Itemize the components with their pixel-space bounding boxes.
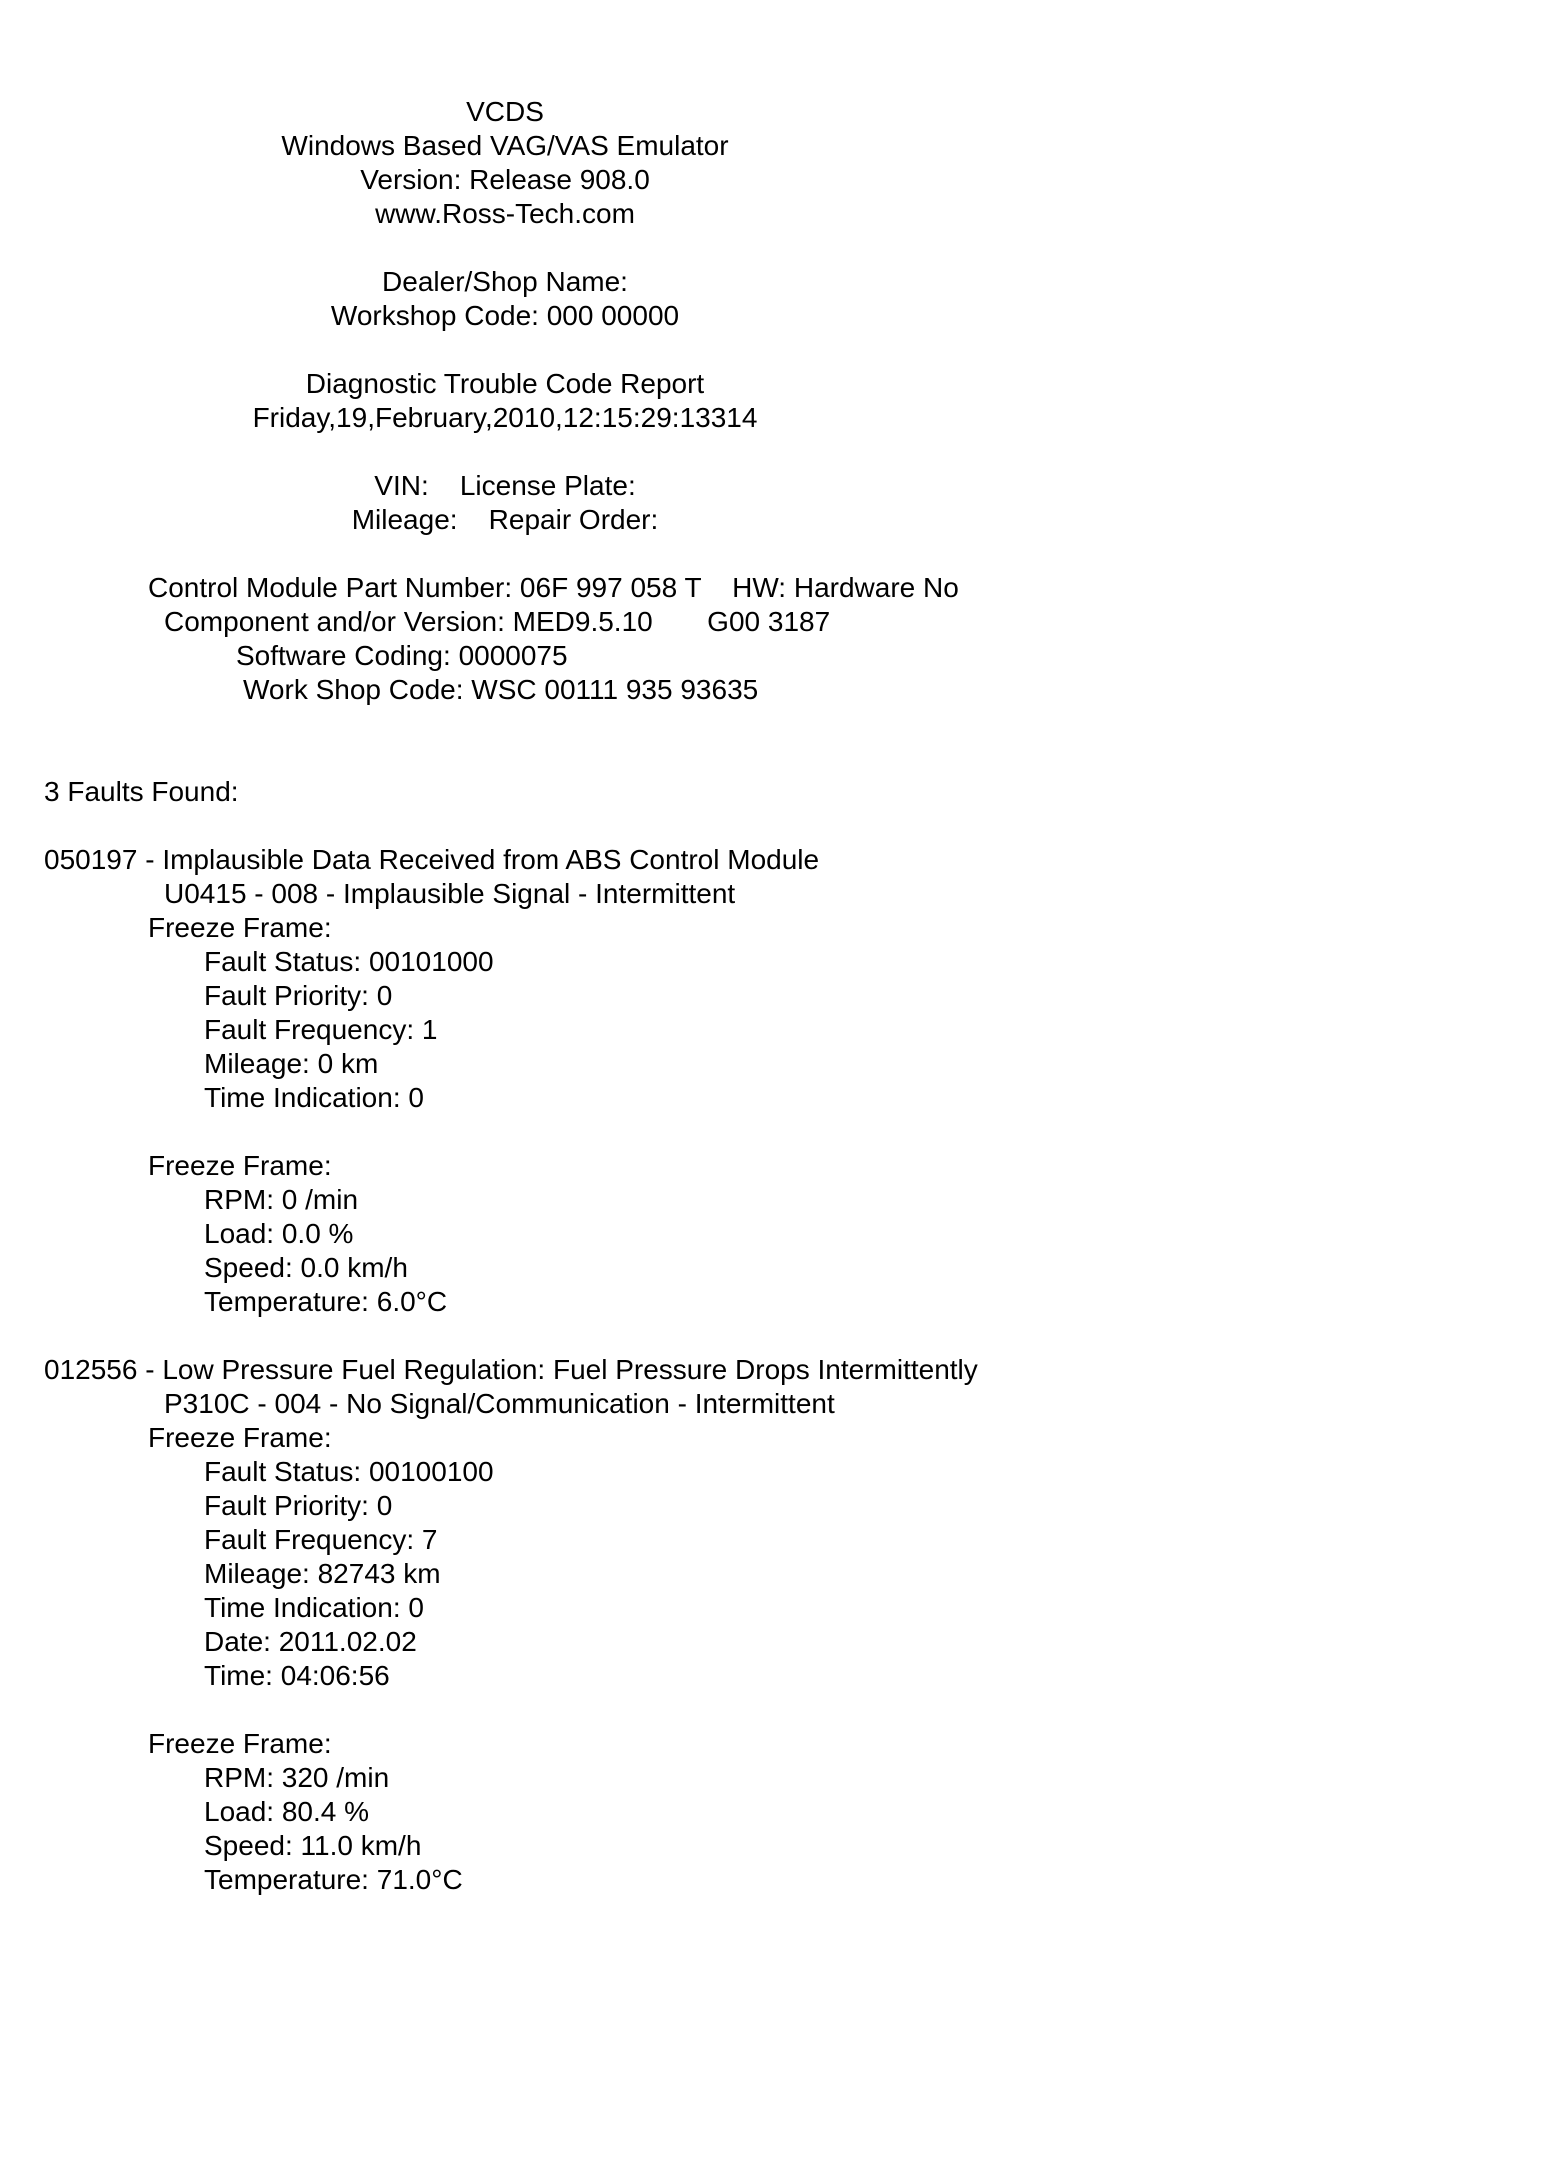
fault-sub-line: P310C - 004 - No Signal/Communication - Intermittent (164, 1388, 835, 1419)
app-version: Version: Release 908.0 (360, 164, 650, 195)
fault-code-line: 012556 - Low Pressure Fuel Regulation: Fuel Pressure Drops Intermittently (44, 1354, 978, 1385)
freeze-frame-label: Freeze Frame: (148, 1422, 332, 1453)
module-software-coding: Software Coding: 0000075 (236, 640, 568, 671)
freeze-frame-item: Date: 2011.02.02 (204, 1626, 417, 1657)
freeze-frame-item: Mileage: 0 km (204, 1048, 379, 1079)
freeze-frame-item: RPM: 320 /min (204, 1762, 390, 1793)
fault-sub-line: U0415 - 008 - Implausible Signal - Intermittent (164, 878, 736, 909)
freeze-frame-item: Load: 0.0 % (204, 1218, 354, 1249)
website-text: www.Ross-Tech.com (375, 198, 635, 229)
module-part-number: Control Module Part Number: 06F 997 058 T HW: Hardware No (148, 572, 959, 603)
freeze-frame-item: Time: 04:06:56 (204, 1660, 390, 1691)
mileage-order-line: Mileage: Repair Order: (351, 504, 659, 535)
report-datetime: Friday,19,February,2010,12:15:29:13314 (252, 402, 758, 433)
vin-license-line: VIN: License Plate: (374, 470, 636, 501)
freeze-frame-label: Freeze Frame: (148, 1728, 332, 1759)
freeze-frame-item: Time Indication: 0 (204, 1082, 424, 1113)
freeze-frame-item: Temperature: 71.0°C (204, 1864, 463, 1895)
module-work-shop-code: Work Shop Code: WSC 00111 935 93635 (243, 674, 759, 705)
workshop-code: Workshop Code: 000 00000 (330, 300, 680, 331)
app-name: VCDS (466, 96, 544, 127)
report-title: Diagnostic Trouble Code Report (305, 368, 705, 399)
freeze-frame-item: Load: 80.4 % (204, 1796, 370, 1827)
module-component: Component and/or Version: MED9.5.10 G00 3187 (164, 606, 831, 637)
dealer-shop-name: Dealer/Shop Name: (382, 266, 628, 297)
app-subtitle: Windows Based VAG/VAS Emulator (281, 130, 729, 161)
freeze-frame-item: Temperature: 6.0°C (204, 1286, 448, 1317)
freeze-frame-item: RPM: 0 /min (204, 1184, 359, 1215)
freeze-frame-label: Freeze Frame: (148, 1150, 332, 1181)
freeze-frame-item: Mileage: 82743 km (204, 1558, 441, 1589)
freeze-frame-item: Fault Status: 00100100 (204, 1456, 494, 1487)
freeze-frame-item: Time Indication: 0 (204, 1592, 424, 1623)
freeze-frame-item: Speed: 0.0 km/h (204, 1252, 408, 1283)
freeze-frame-item: Fault Frequency: 7 (204, 1524, 438, 1555)
freeze-frame-item: Fault Priority: 0 (204, 1490, 393, 1521)
freeze-frame-item: Fault Frequency: 1 (204, 1014, 438, 1045)
freeze-frame-label: Freeze Frame: (148, 912, 332, 943)
fault-code-line: 050197 - Implausible Data Received from ABS Control Module (44, 844, 820, 875)
freeze-frame-item: Fault Status: 00101000 (204, 946, 494, 977)
freeze-frame-item: Fault Priority: 0 (204, 980, 393, 1011)
faults-summary: 3 Faults Found: (44, 776, 239, 807)
freeze-frame-item: Speed: 11.0 km/h (204, 1830, 422, 1861)
